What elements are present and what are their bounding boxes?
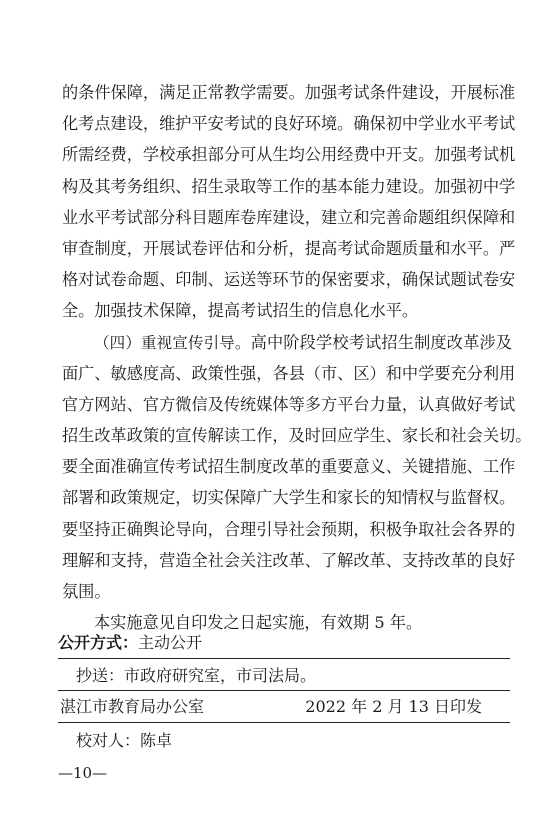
divider-bottom bbox=[58, 722, 510, 723]
issue-date: 2022 年 2 月 13 日印发 bbox=[305, 697, 482, 716]
text-line: 要全面准确宣传考试招生制度改革的重要意义、关键措施、工作 bbox=[62, 457, 516, 477]
cc-line: 抄送：市政府研究室，市司法局。 bbox=[76, 666, 317, 685]
proofreader-line: 校对人：陈卓 bbox=[76, 731, 173, 750]
text-line: 面广、敏感度高、政策性强，各县（市、区）和中学要充分利用 bbox=[62, 363, 516, 383]
paragraph-publicity bbox=[62, 358, 532, 608]
publication-value: 主动公开 bbox=[138, 633, 203, 652]
text-line: 的条件保障，满足正常教学需要。加强考试条件建设，开展标准 bbox=[62, 83, 516, 102]
publication-method bbox=[58, 630, 510, 656]
publication-label: 公开方式： bbox=[58, 633, 139, 652]
closing-statement: 本实施意见自印发之日起实施，有效期 5 年。 bbox=[94, 613, 423, 633]
text-line: 业水平考试部分科目题库卷库建设，建立和完善命题组织保障和 bbox=[62, 207, 516, 227]
text-line: 所需经费，学校承担部分可从生均公用经费中开支。加强考试机 bbox=[62, 145, 516, 165]
text-line: 官方网站、官方微信及传统媒体等多方平台力量，认真做好考试 bbox=[62, 394, 516, 414]
text-line: 全。加强技术保障，提高考试招生的信息化水平。 bbox=[62, 301, 419, 321]
document-body bbox=[62, 77, 532, 638]
text-line: 要坚持正确舆论导向，合理引导社会预期，积极争取社会各界的 bbox=[62, 519, 516, 539]
text-line: 招生改革政策的宣传解读工作，及时回应学生、家长和社会关切。 bbox=[62, 426, 532, 446]
divider-top bbox=[58, 658, 510, 659]
divider-middle bbox=[58, 690, 510, 691]
issuer-office: 湛江市教育局办公室 bbox=[60, 697, 205, 716]
text-line: 构及其考务组织、招生录取等工作的基本能力建设。加强初中学 bbox=[62, 176, 516, 196]
text-line: 理解和支持，营造全社会关注改革、了解改革、支持改革的良好 bbox=[62, 550, 516, 570]
section-4-first-line bbox=[62, 327, 512, 358]
paragraph-exam-support bbox=[62, 77, 516, 327]
page-number: —10— bbox=[58, 764, 108, 782]
section-4-heading: （四）重视宣传引导。 bbox=[94, 333, 251, 352]
section-4-first-line-text: 高中阶段学校考试招生制度改革涉及 bbox=[250, 332, 512, 352]
issuer-line bbox=[58, 693, 510, 721]
text-line: 部署和政策规定，切实保障广大学生和家长的知情权与监督权。 bbox=[62, 488, 516, 508]
text-line: 化考点建设，维护平安考试的良好环境。确保初中学业水平考试 bbox=[62, 114, 516, 134]
text-line: 氛围。 bbox=[62, 582, 111, 601]
text-line: 审查制度，开展试卷评估和分析，提高考试命题质量和水平。严 bbox=[62, 238, 516, 258]
text-line: 格对试卷命题、印制、运送等环节的保密要求，确保试题试卷安 bbox=[62, 270, 516, 290]
